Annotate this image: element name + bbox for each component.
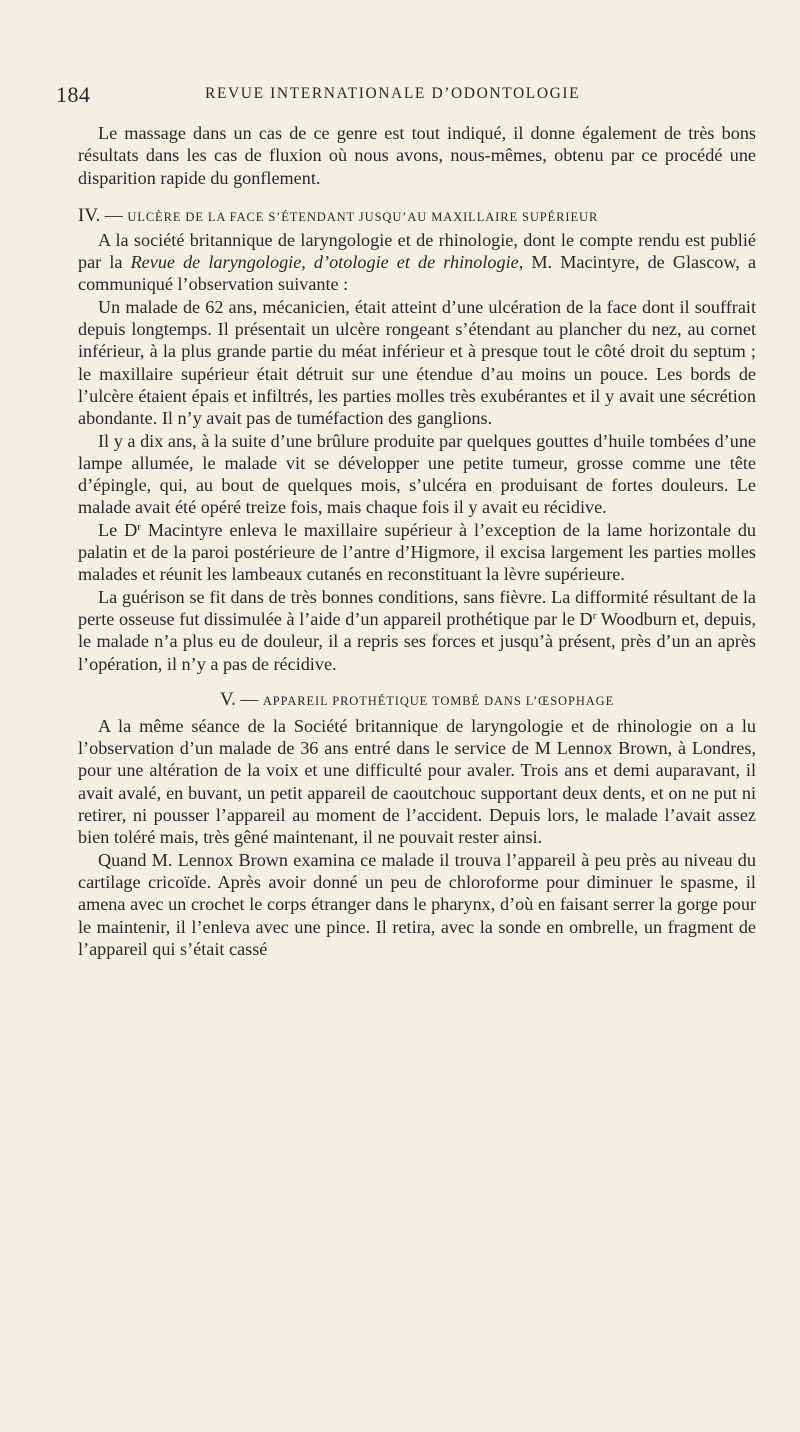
section-v-heading (78, 687, 756, 713)
section-iv-paragraph-1 (78, 229, 756, 296)
section-iv-p5-text-end: Woodburn et, depuis, le malade n’a plus eu de douleur, il a repris ses forces et jusqu’à présent, près d’un an après l’opération, il n’y a pas de récidive. (78, 608, 757, 674)
section-v-dash: — (240, 688, 259, 709)
doctor-abbrev-sup: r (137, 520, 141, 533)
page-number: 184 (56, 82, 91, 107)
running-head (56, 82, 756, 112)
section-iv-p4-text: Macintyre enleva le maxillaire supérieur à l’exception de la lame horizontale du palatin et de la paroi postérieure de l’antre d’Higmore, il excisa largement les parties molles malades et réunit les lambeaux cutanés en reconstituant la lèvre supérieure. (78, 519, 757, 585)
section-iv-paragraph-2: Un malade de 62 ans, mécanicien, était atteint d’une ulcération de la face dont il souffrait depuis longtemps. Il présentait un ulcère rongeant s’étendant au plancher du nez, au cornet inférieur, à la plus grande partie du méat inférieur et à presque tout le côté droit du septum ; le maxillaire supérieur était détruit sur une étendue d’au moins un pouce. Les bords de l’ulcère étaient épais et infiltrés, les parties molles très exubérantes et il y avait une sécrétion abondante. Il n’y avait pas de tuméfaction des ganglions. (78, 296, 756, 429)
doctor-abbrev: Le D (98, 519, 138, 540)
section-iv-p1-text: A la société britannique de laryngologie et de rhinologie, dont le compte rendu est publié par la (78, 229, 756, 273)
section-iv-p1-text-end: M. Macintyre, de Glascow, a communiqué l’observation suivante : (78, 252, 757, 295)
section-iv-numeral: IV. (78, 204, 101, 226)
section-iv-paragraph-5 (78, 586, 756, 675)
section-iv-p5-text: La guérison se fit dans de très bonnes conditions, sans fièvre. La difformité résultant de la perte osseuse fut dissimulée à l’aide d’un appareil prothétique par le D (78, 586, 756, 629)
section-iv-dash: — (104, 204, 123, 225)
body-text (78, 122, 756, 960)
running-title: REVUE INTERNATIONALE D’ODONTOLOGIE (205, 85, 581, 102)
intro-paragraph: Le massage dans un cas de ce genre est tout indiqué, il donne également de très bons résultats dans les cas de fluxion où nous avons, nous-mêmes, obtenu par ce procédé une disparition rapide du gonflement. (78, 123, 756, 188)
section-iv-title: ULCÈRE DE LA FACE S’ÉTENDANT JUSQU’AU MAXILLAIRE SUPÉRIEUR (127, 209, 599, 224)
journal-title: Revue de laryngologie, d’otologie et de rhinologie, (130, 252, 524, 273)
section-v-numeral: V. (219, 688, 236, 710)
section-v-paragraph-1: A la même séance de la Société britannique de laryngologie et de rhinologie on a lu l’observation d’un malade de 36 ans entré dans le service de M Lennox Brown, à Londres, pour une altération de la voix et une difficulté pour avaler. Trois ans et demi auparavant, il avait avalé, en buvant, un petit appareil de caoutchouc supportant deux dents, et on ne put ni retirer, ni pousser l’appareil au moment de l’accident. Depuis lors, le malade l’avait assez bien toléré mais, très gêné maintenant, il ne pouvait rester ainsi. (78, 715, 756, 848)
section-iv-heading (78, 203, 756, 229)
section-iv-paragraph-4 (78, 519, 756, 586)
doctor-abbrev-sup: r (592, 609, 597, 622)
section-v-title: APPAREIL PROTHÉTIQUE TOMBÉ DANS L’ŒSOPHAGE (262, 693, 615, 708)
section-iv-paragraph-3: Il y a dix ans, à la suite d’une brûlure produite par quelques gouttes d’huile tombées d’une lampe allumée, le malade vit se développer une petite tumeur, grosse comme une tête d’épingle, qui, au bout de quelques mois, s’ulcéra en produisant de fortes douleurs. Le malade avait été opéré treize fois, mais chaque fois il y avait eu récidive. (78, 430, 756, 518)
section-v-paragraph-2: Quand M. Lennox Brown examina ce malade il trouva l’appareil à peu près au niveau du cartilage cricoïde. Après avoir donné un peu de chloroforme pour diminuer le spasme, il amena avec un crochet le corps étranger dans le pharynx, d’où en faisant serrer la gorge pour le maintenir, il l’enleva avec une pince. Il retira, avec la sonde en ombrelle, un fragment de l’appareil qui s’était cassé (78, 849, 756, 959)
page (56, 82, 757, 960)
